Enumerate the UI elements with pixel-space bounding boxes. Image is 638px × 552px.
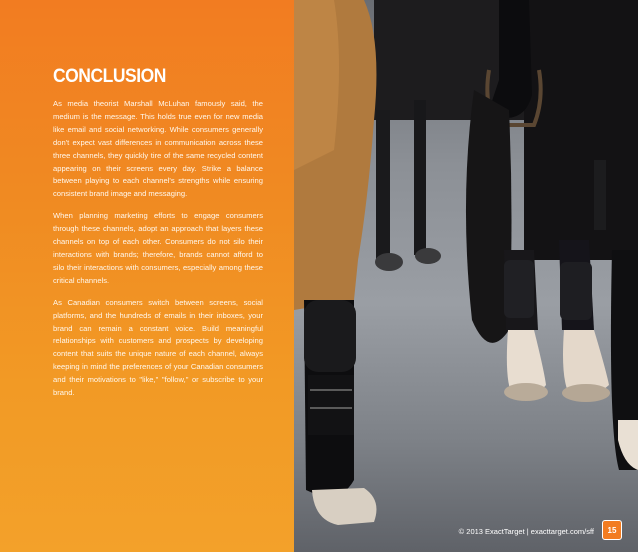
leg-boot [560, 262, 592, 320]
horses-photo [294, 0, 638, 552]
background-leg [376, 110, 390, 260]
body-text [53, 98, 263, 409]
hoof [504, 383, 548, 401]
paragraph: When planning marketing efforts to engage consumers through these channels, adopt an approach that layers these channels on top of each other. Consumers do not silo their interactions with brands; therefore, brands cannot afford to silo their interactions with consumers, especially among these critical channels. [53, 211, 263, 285]
page-number: 15 [602, 520, 622, 540]
right-horse-body [524, 0, 638, 260]
background-hoof [415, 248, 441, 264]
background-leg [594, 160, 606, 230]
leg-boot [304, 300, 356, 372]
background-leg [414, 100, 426, 255]
background-hoof [375, 253, 403, 271]
footer-text: © 2013 ExactTarget | exacttarget.com/sff [458, 527, 594, 536]
leg-wrap [308, 375, 354, 435]
paragraph: As Canadian consumers switch between screens, social platforms, and the hundreds of emails in their inboxes, your brand can remain a constant voice. Build meaningful relationships with customers and prospects by developing content that suits the unique nature of each channel, always keeping in mind the preferences of your Canadian consumers and their motivations to "like," "follow," or subscribe to your brand. [53, 297, 263, 398]
chestnut-highlight [294, 0, 339, 170]
hoof [562, 384, 610, 402]
paragraph: As media theorist Marshall McLuhan famously said, the medium is the message. This holds true even for new media like email and social networking. While consumers generally don't expect vast differences in communication across these three channels, they quickly tire of the same recycled content appearing on their screens every day. Strike a balance between playing to each channel's strengths while ensuring consistent brand image and messaging. [53, 99, 263, 199]
front-hoof [312, 488, 376, 525]
text-panel [0, 0, 294, 552]
horses-illustration [294, 0, 638, 552]
leg-boot [504, 260, 534, 318]
section-title: CONCLUSION [53, 66, 166, 87]
